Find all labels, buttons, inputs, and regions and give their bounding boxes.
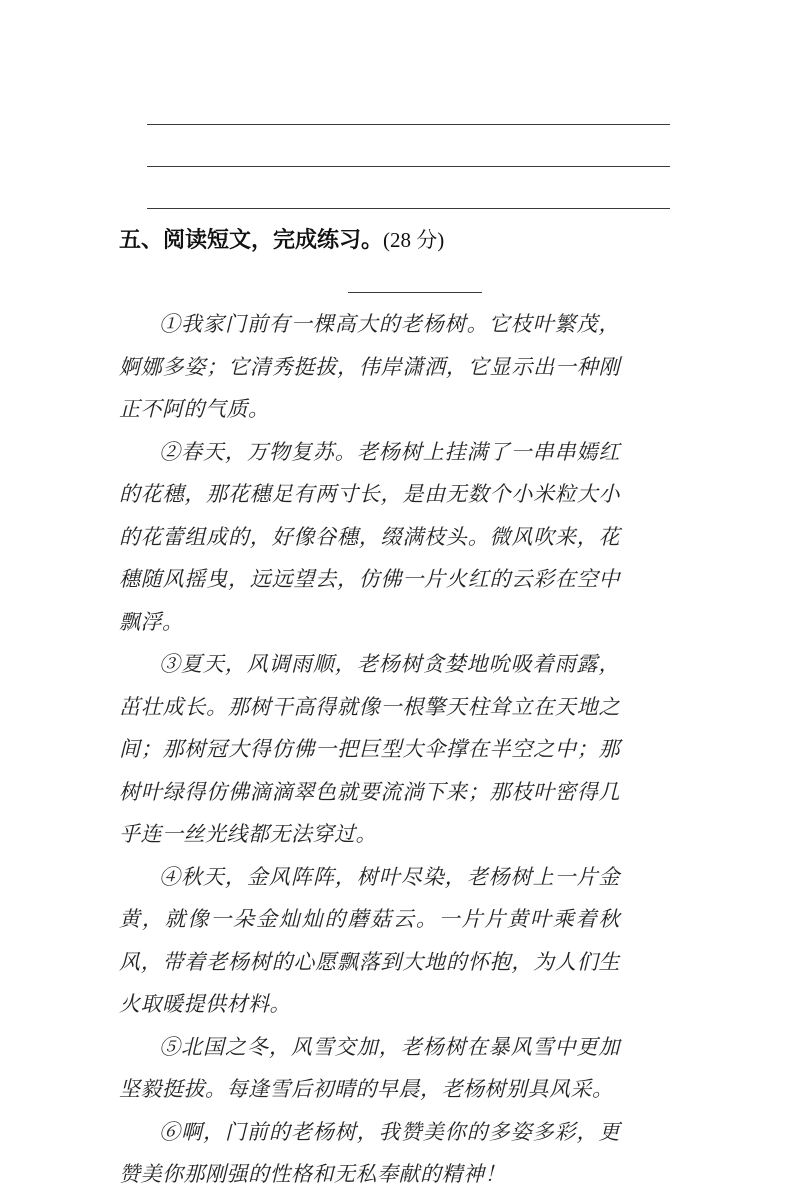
passage-paragraph-2: ②春天，万物复苏。老杨树上挂满了一串串嫣红的花穗，那花穗足有两寸长，是由无数个小米粒大小的花蕾组成的，好像谷穗，缀满枝头。微风吹来，花穗随风摇曳，远远望去，仿佛一片火红的云彩在空中飘浮。 (119, 439, 620, 634)
passage-paragraph-1: ①我家门前有一棵高大的老杨树。它枝叶繁茂，婀娜多姿；它清秀挺拔，伟岸潇洒，它显示出一种刚正不阿的气质。 (119, 312, 620, 421)
section-heading-title: 五、阅读短文，完成练习。 (119, 227, 384, 252)
passage-paragraph-3: ③夏天，风调雨顺，老杨树贪婪地吮吸着雨露，茁壮成长。那树干高得就像一根擎天柱耸立在天地之间；那树冠大得仿佛一把巨型大伞撑在半空之中；那树叶绿得仿佛滴滴翠色就要流淌下来；那枝叶密得几乎连一丝光线都无法穿过。 (119, 652, 620, 846)
passage-paragraph-6: ⑥啊，门前的老杨树，我赞美你的多姿多彩，更赞美你那刚强的性格和无私奉献的精神！ (119, 1119, 620, 1186)
section-heading-score: (28 分) (383, 228, 445, 252)
passage-paragraph-5: ⑤北国之冬，风雪交加，老杨树在暴风雪中更加坚毅挺拔。每逢雪后初晴的早晨，老杨树别具风采。 (119, 1034, 620, 1101)
answer-blank-line-1 (147, 124, 670, 125)
reading-passage (119, 303, 620, 1196)
passage-paragraph-4: ④秋天，金风阵阵，树叶尽染，老杨树上一片金黄，就像一朵金灿灿的蘑菇云。一片片黄叶乘着秋风，带着老杨树的心愿飘落到大地的怀抱，为人们生火取暖提供材料。 (119, 864, 620, 1016)
section-heading (119, 226, 444, 254)
answer-blank-line-2 (147, 166, 670, 167)
passage-title-blank-line (348, 292, 482, 293)
answer-blank-line-3 (147, 208, 670, 209)
